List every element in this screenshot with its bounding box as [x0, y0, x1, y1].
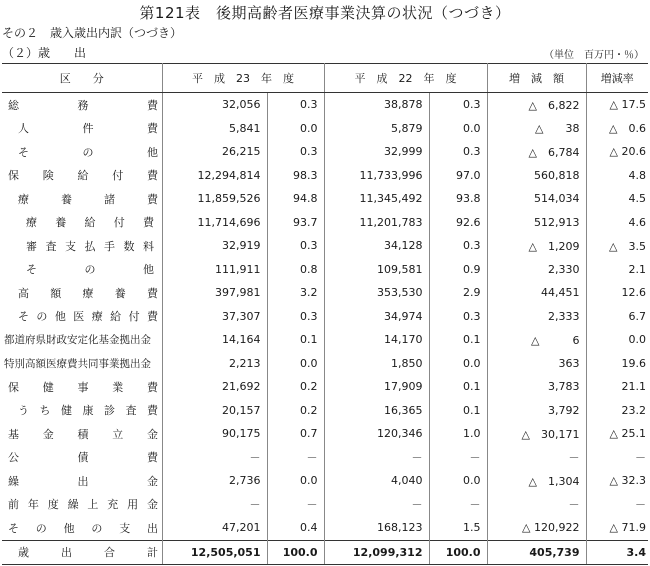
- change-amount: 512,913: [487, 211, 586, 235]
- change-amount: 2,330: [487, 258, 586, 282]
- fy23-amount: 111,911: [162, 258, 267, 282]
- table-row: [2, 258, 648, 282]
- header-row: [2, 64, 648, 93]
- row-label: 人件費: [18, 122, 158, 136]
- fy23-share: 0.4: [267, 516, 324, 540]
- row-label: うち健康診査費: [18, 404, 158, 418]
- table-body: [2, 93, 648, 565]
- fy22-share: 2.9: [429, 281, 487, 305]
- fy23-share: 0.1: [267, 328, 324, 352]
- change-rate: △ 3.5: [586, 234, 648, 258]
- row-label-cell: [2, 352, 162, 376]
- fy23-share: 0.3: [267, 93, 324, 117]
- table-row: [2, 211, 648, 235]
- change-amount: 44,451: [487, 281, 586, 305]
- row-label-cell: [2, 328, 162, 352]
- row-label: 療養諸費: [18, 192, 158, 206]
- change-amount: △ 30,171: [487, 422, 586, 446]
- table-row: [2, 469, 648, 493]
- fy23-share: －: [267, 493, 324, 517]
- change-amount: △ 120,922: [487, 516, 586, 540]
- change-rate: 6.7: [586, 305, 648, 329]
- row-label-cell: [2, 187, 162, 211]
- fy23-share: 0.8: [267, 258, 324, 282]
- change-rate: 4.6: [586, 211, 648, 235]
- fy23-share: 100.0: [267, 540, 324, 565]
- fy23-share: 0.0: [267, 469, 324, 493]
- fy23-share: 0.0: [267, 117, 324, 141]
- fy23-amount: 26,215: [162, 140, 267, 164]
- row-label-cell: [2, 516, 162, 540]
- row-label: 繰出金: [8, 474, 158, 488]
- fy22-amount: 120,346: [324, 422, 429, 446]
- fy22-share: 0.3: [429, 305, 487, 329]
- fy23-amount: 47,201: [162, 516, 267, 540]
- fy22-share: －: [429, 446, 487, 470]
- change-amount: 3,792: [487, 399, 586, 423]
- row-label-cell: [2, 117, 162, 141]
- fy23-amount: 20,157: [162, 399, 267, 423]
- fy22-amount: 11,201,783: [324, 211, 429, 235]
- unit-note: （単位 百万円・％）: [544, 50, 644, 61]
- change-rate: 0.0: [586, 328, 648, 352]
- page-title: 第121表 後期高齢者医療事業決算の状況（つづき）: [139, 4, 511, 22]
- table-row: [2, 516, 648, 540]
- fy23-share: 0.7: [267, 422, 324, 446]
- table-subtitle: （２）歳 出: [2, 46, 87, 60]
- table-row: [2, 422, 648, 446]
- change-amount: 560,818: [487, 164, 586, 188]
- fy22-amount: 34,128: [324, 234, 429, 258]
- header-diff: 増 減 額: [487, 64, 586, 93]
- row-label-cell: [2, 258, 162, 282]
- fy23-amount: 11,859,526: [162, 187, 267, 211]
- change-rate: 23.2: [586, 399, 648, 423]
- fy23-share: 0.2: [267, 399, 324, 423]
- header-rate: 増減率: [586, 64, 648, 93]
- row-label-cell: [2, 305, 162, 329]
- fy22-share: 0.9: [429, 258, 487, 282]
- row-label: その他医療給付費: [18, 310, 158, 324]
- fy22-amount: 168,123: [324, 516, 429, 540]
- fy23-amount: 5,841: [162, 117, 267, 141]
- fy22-share: 0.3: [429, 140, 487, 164]
- fy22-amount: 11,345,492: [324, 187, 429, 211]
- table-row: [2, 399, 648, 423]
- fy23-amount: 12,505,051: [162, 540, 267, 565]
- fy22-share: 0.0: [429, 352, 487, 376]
- fy22-amount: 5,879: [324, 117, 429, 141]
- table-row: [2, 352, 648, 376]
- fy23-amount: 2,213: [162, 352, 267, 376]
- table-row: [2, 446, 648, 470]
- fy23-amount: 11,714,696: [162, 211, 267, 235]
- change-rate: 4.5: [586, 187, 648, 211]
- fy23-amount: 2,736: [162, 469, 267, 493]
- row-label: 都道府県財政安定化基金拠出金: [4, 334, 151, 347]
- fy23-amount: 32,056: [162, 93, 267, 117]
- fy23-amount: 32,919: [162, 234, 267, 258]
- change-rate: △ 32.3: [586, 469, 648, 493]
- change-amount: △ 6: [487, 328, 586, 352]
- change-rate: △ 71.9: [586, 516, 648, 540]
- table-row: [2, 493, 648, 517]
- row-label-cell: [2, 281, 162, 305]
- row-label: 審査支払手数料: [26, 239, 154, 253]
- row-label: 保健事業費: [8, 380, 158, 394]
- fy22-amount: 11,733,996: [324, 164, 429, 188]
- change-rate: △ 17.5: [586, 93, 648, 117]
- fy23-share: 98.3: [267, 164, 324, 188]
- fy22-amount: －: [324, 493, 429, 517]
- table-row: [2, 328, 648, 352]
- fy23-share: 0.3: [267, 234, 324, 258]
- change-amount: 3,783: [487, 375, 586, 399]
- table-row: [2, 375, 648, 399]
- change-amount: △ 1,209: [487, 234, 586, 258]
- fy23-share: 0.2: [267, 375, 324, 399]
- row-label-cell: [2, 93, 162, 117]
- row-label: その他: [18, 145, 158, 159]
- table-row: [2, 187, 648, 211]
- change-rate: △ 20.6: [586, 140, 648, 164]
- fy22-amount: 14,170: [324, 328, 429, 352]
- table-row: [2, 305, 648, 329]
- change-rate: 12.6: [586, 281, 648, 305]
- change-amount: △ 1,304: [487, 469, 586, 493]
- row-label: 公債費: [8, 451, 158, 465]
- fy22-amount: －: [324, 446, 429, 470]
- fy22-amount: 32,999: [324, 140, 429, 164]
- row-label-cell: [2, 375, 162, 399]
- fy22-share: －: [429, 493, 487, 517]
- fy22-amount: 353,530: [324, 281, 429, 305]
- change-amount: △ 6,784: [487, 140, 586, 164]
- fy22-share: 100.0: [429, 540, 487, 565]
- row-label: 療養給付費: [26, 216, 154, 230]
- fy22-share: 0.3: [429, 234, 487, 258]
- row-label: 保険給付費: [8, 169, 158, 183]
- fy22-share: 0.1: [429, 399, 487, 423]
- fy22-amount: 4,040: [324, 469, 429, 493]
- row-label-cell: [2, 469, 162, 493]
- fy22-amount: 1,850: [324, 352, 429, 376]
- fy22-share: 1.5: [429, 516, 487, 540]
- row-label-cell: [2, 493, 162, 517]
- row-label: 特別高額医療費共同事業拠出金: [4, 357, 151, 370]
- fy23-amount: 14,164: [162, 328, 267, 352]
- fy23-share: 93.7: [267, 211, 324, 235]
- table-row: [2, 117, 648, 141]
- row-label-cell: [2, 422, 162, 446]
- fy23-share: 0.3: [267, 140, 324, 164]
- fy22-share: 0.1: [429, 328, 487, 352]
- row-label: 前年度繰上充用金: [8, 498, 158, 512]
- change-amount: 363: [487, 352, 586, 376]
- row-label: 総務費: [8, 98, 158, 112]
- fy22-amount: 38,878: [324, 93, 429, 117]
- change-amount: －: [487, 446, 586, 470]
- table-row: [2, 164, 648, 188]
- table-row: [2, 234, 648, 258]
- change-rate: 21.1: [586, 375, 648, 399]
- fy23-amount: 12,294,814: [162, 164, 267, 188]
- row-label-cell: [2, 234, 162, 258]
- table-row: [2, 140, 648, 164]
- row-label: その他の支出: [8, 521, 158, 535]
- fy23-share: 0.3: [267, 305, 324, 329]
- table-row: [2, 93, 648, 117]
- fy22-share: 92.6: [429, 211, 487, 235]
- change-amount: －: [487, 493, 586, 517]
- change-rate: －: [586, 493, 648, 517]
- fy22-amount: 16,365: [324, 399, 429, 423]
- fy22-share: 97.0: [429, 164, 487, 188]
- expenditure-table: [2, 63, 648, 565]
- fy23-amount: 37,307: [162, 305, 267, 329]
- row-label: その他: [26, 263, 154, 277]
- fy23-amount: 397,981: [162, 281, 267, 305]
- fy22-share: 0.1: [429, 375, 487, 399]
- change-rate: △ 25.1: [586, 422, 648, 446]
- change-rate: －: [586, 446, 648, 470]
- fy23-amount: 90,175: [162, 422, 267, 446]
- fy22-amount: 12,099,312: [324, 540, 429, 565]
- change-amount: △ 6,822: [487, 93, 586, 117]
- fy22-share: 0.0: [429, 469, 487, 493]
- row-label-cell: [2, 164, 162, 188]
- fy23-share: 3.2: [267, 281, 324, 305]
- section-subtitle: その２ 歳入歳出内訳（つづき）: [2, 26, 183, 40]
- header-fy22: 平 成 22 年 度: [324, 64, 487, 93]
- header-fy23: 平 成 23 年 度: [162, 64, 324, 93]
- change-amount: 405,739: [487, 540, 586, 565]
- fy22-amount: 34,974: [324, 305, 429, 329]
- row-label: 歳出合計: [18, 546, 158, 560]
- fy23-share: 0.0: [267, 352, 324, 376]
- fy22-amount: 17,909: [324, 375, 429, 399]
- fy23-share: －: [267, 446, 324, 470]
- fy22-share: 0.0: [429, 117, 487, 141]
- change-amount: △ 38: [487, 117, 586, 141]
- row-label-cell: [2, 446, 162, 470]
- change-rate: △ 0.6: [586, 117, 648, 141]
- fy22-share: 93.8: [429, 187, 487, 211]
- change-amount: 2,333: [487, 305, 586, 329]
- row-label: 基金積立金: [8, 427, 158, 441]
- row-label-cell: [2, 211, 162, 235]
- row-label: 高額療養費: [18, 286, 158, 300]
- fy23-amount: 21,692: [162, 375, 267, 399]
- row-label-cell: [2, 399, 162, 423]
- fy23-share: 94.8: [267, 187, 324, 211]
- fy22-share: 1.0: [429, 422, 487, 446]
- row-label-cell: [2, 140, 162, 164]
- fy22-share: 0.3: [429, 93, 487, 117]
- table-row: [2, 281, 648, 305]
- table-row: [2, 540, 648, 565]
- fy23-amount: －: [162, 446, 267, 470]
- change-rate: 2.1: [586, 258, 648, 282]
- header-item: 区 分: [2, 64, 162, 93]
- fy23-amount: －: [162, 493, 267, 517]
- fy22-amount: 109,581: [324, 258, 429, 282]
- row-label-cell: [2, 540, 162, 565]
- change-rate: 4.8: [586, 164, 648, 188]
- change-amount: 514,034: [487, 187, 586, 211]
- change-rate: 19.6: [586, 352, 648, 376]
- change-rate: 3.4: [586, 540, 648, 565]
